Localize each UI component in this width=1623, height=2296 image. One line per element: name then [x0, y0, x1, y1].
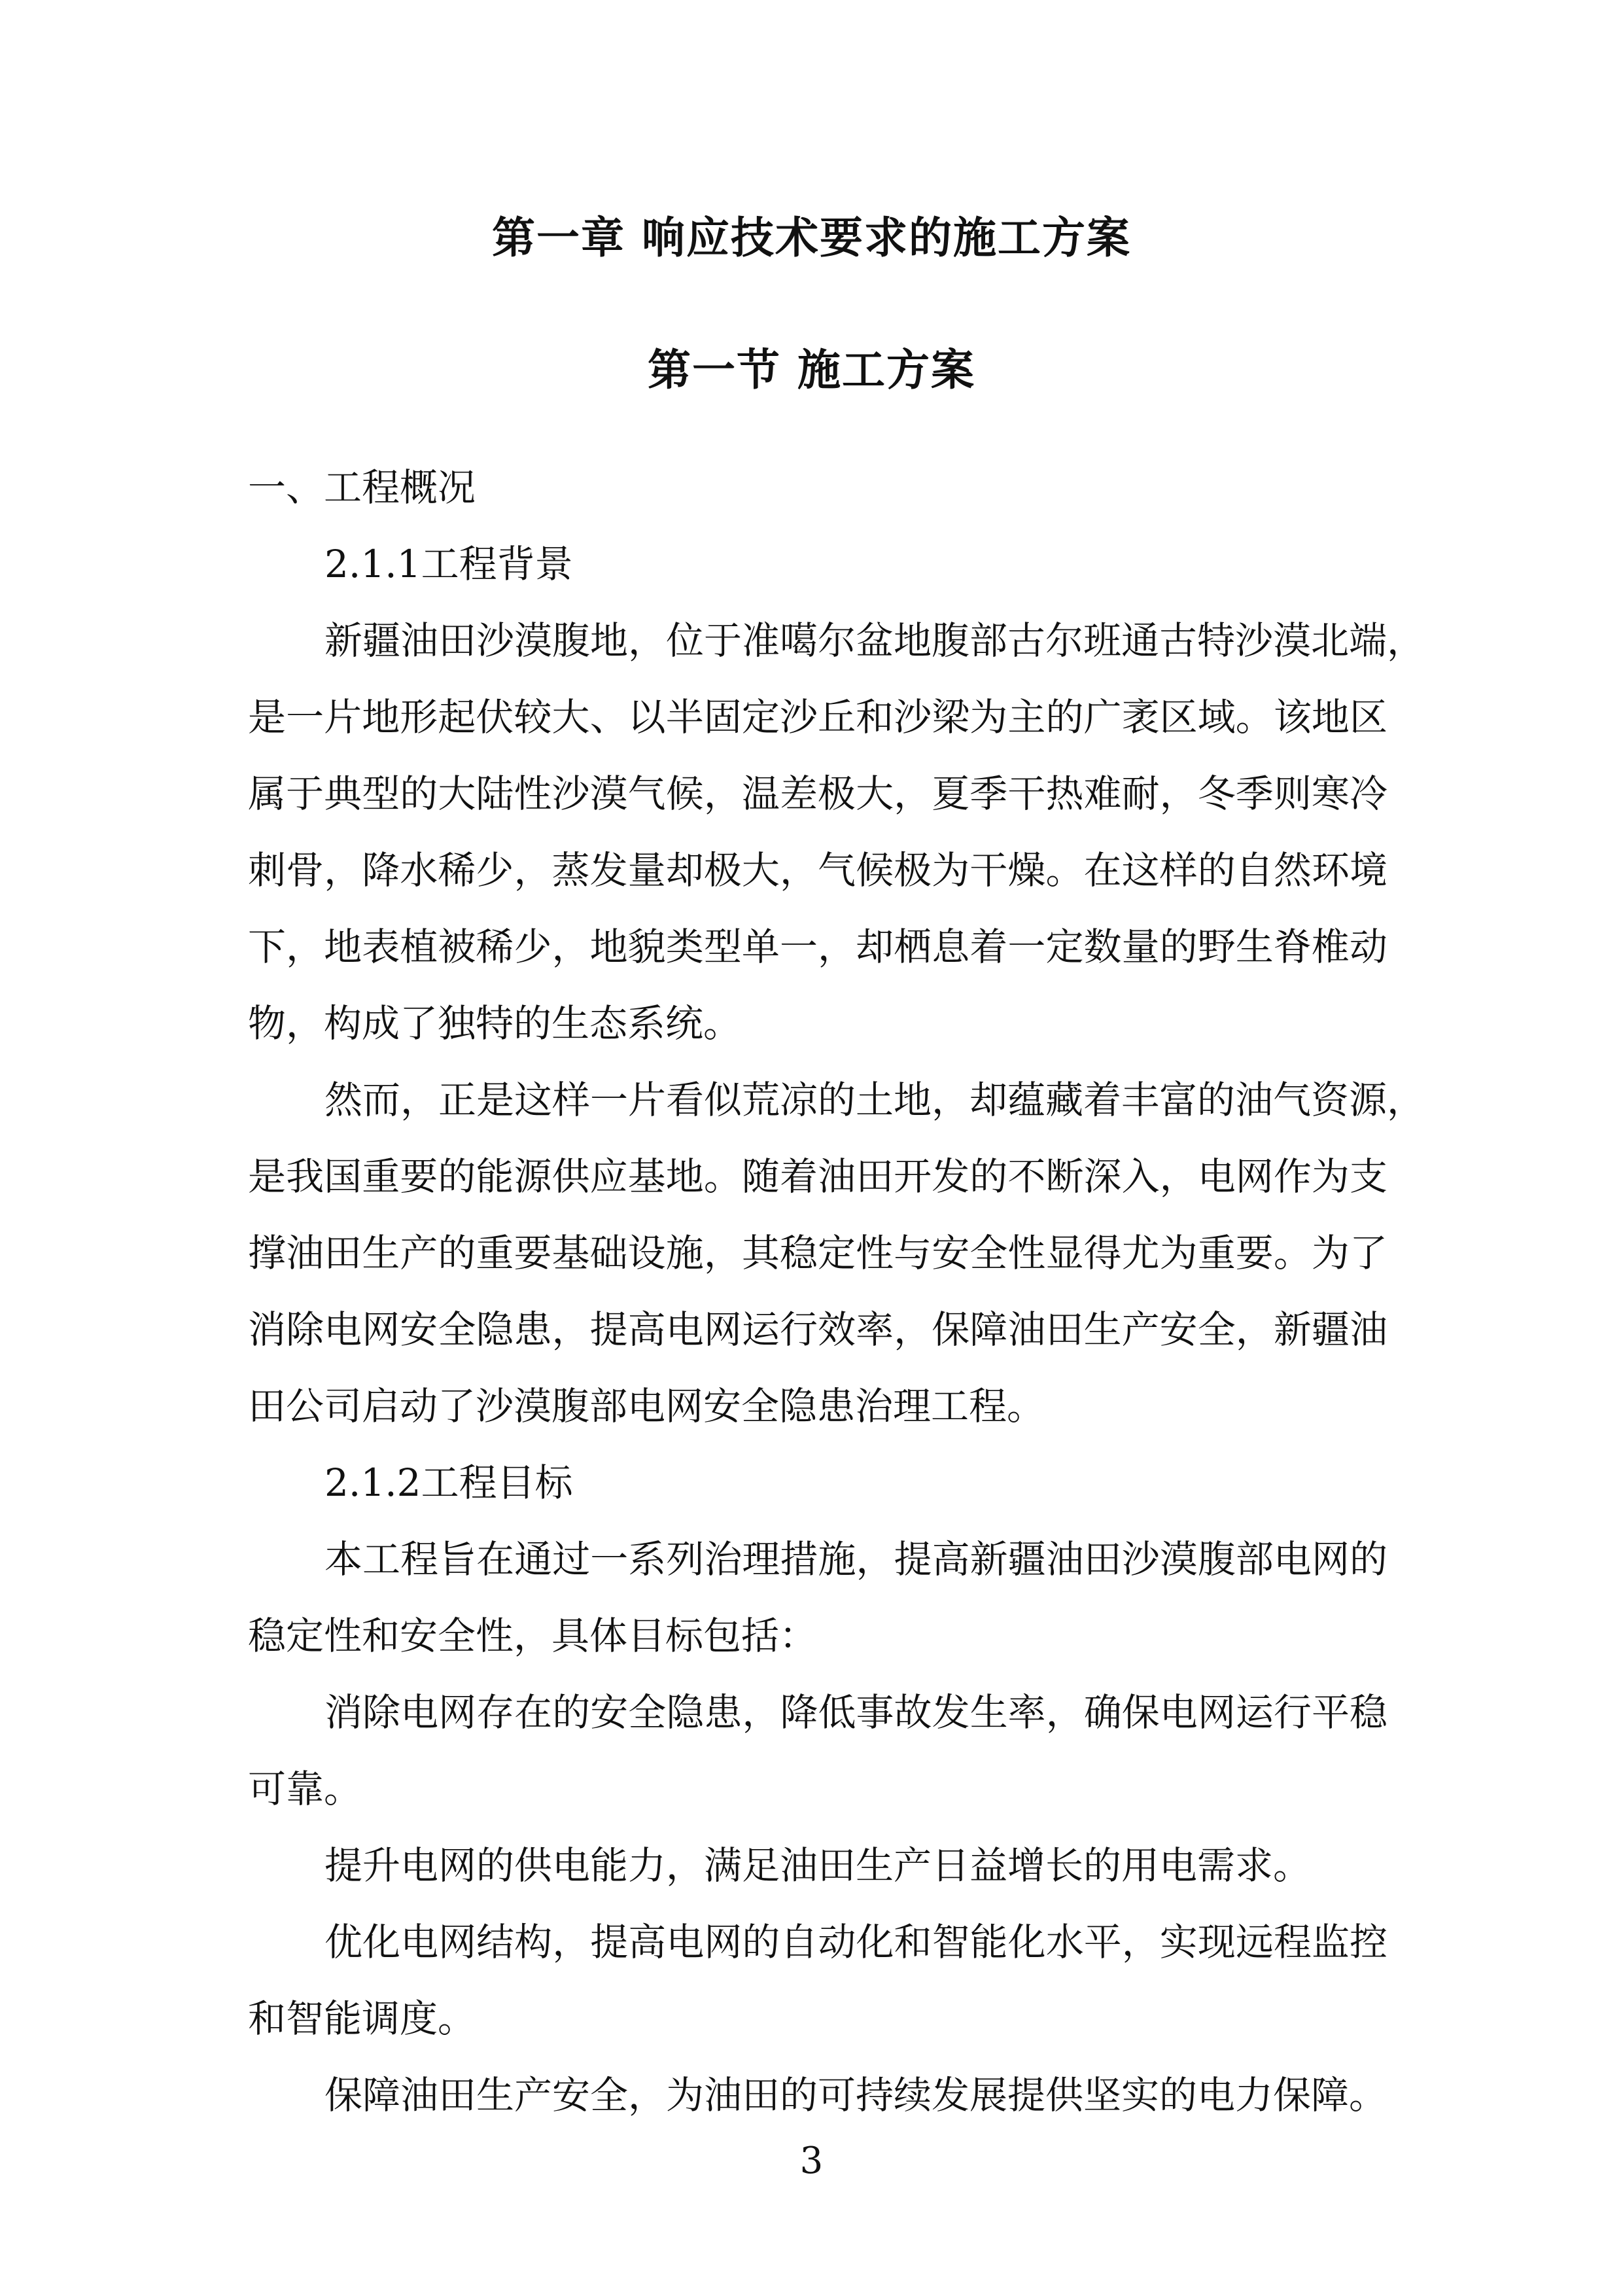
paragraph-background	[248, 614, 1425, 1074]
paragraph-objective-4	[248, 2069, 1387, 2146]
paragraph-objective-3	[248, 1916, 1387, 2069]
paragraph-line: 可靠。	[248, 1767, 362, 1811]
paragraph-line: 刺骨，降水稀少，蒸发量却极大，气候极为干燥。在这样的自然环境	[248, 848, 1387, 892]
chapter-title: 第一章 响应技术要求的施工方案	[492, 212, 1131, 263]
document-body	[248, 461, 1425, 2146]
paragraph-line: 是一片地形起伏较大、以半固定沙丘和沙梁为主的广袤区域。该地区	[248, 695, 1387, 739]
paragraph-line: 消除电网存在的安全隐患，降低事故发生率，确保电网运行平稳	[324, 1690, 1387, 1735]
paragraph-objectives-intro	[248, 1533, 1387, 1686]
paragraph-line: 保障油田生产安全，为油田的可持续发展提供坚实的电力保障。	[324, 2073, 1387, 2117]
paragraph-line: 和智能调度。	[248, 1996, 476, 2041]
paragraph-line: 新疆油田沙漠腹地，位于准噶尔盆地腹部古尔班通古特沙漠北端，	[324, 618, 1425, 663]
paragraph-resources	[248, 1074, 1425, 1457]
paragraph-line: 然而，正是这样一片看似荒凉的土地，却蕴藏着丰富的油气资源，	[324, 1078, 1425, 1122]
paragraph-line: 撑油田生产的重要基础设施，其稳定性与安全性显得尤为重要。为了	[248, 1231, 1387, 1275]
paragraph-objective-1	[248, 1686, 1387, 1839]
paragraph-line: 下，地表植被稀少，地貌类型单一，却栖息着一定数量的野生脊椎动	[248, 925, 1387, 969]
paragraph-line: 提升电网的供电能力，满足油田生产日益增长的用电需求。	[324, 1843, 1312, 1888]
heading-overview: 一、工程概况	[248, 465, 476, 510]
paragraph-line: 物，构成了独特的生态系统。	[248, 1001, 742, 1046]
subheading-background: 2.1.1工程背景	[324, 542, 573, 586]
subheading-objectives: 2.1.2工程目标	[324, 1460, 573, 1505]
paragraph-line: 消除电网安全隐患，提高电网运行效率，保障油田生产安全，新疆油	[248, 1307, 1387, 1352]
page-number: 3	[799, 2140, 824, 2182]
paragraph-objective-2	[248, 1839, 1387, 1916]
paragraph-line: 属于典型的大陆性沙漠气候，温差极大，夏季干热难耐，冬季则寒冷	[248, 771, 1387, 816]
paragraph-line: 本工程旨在通过一系列治理措施，提高新疆油田沙漠腹部电网的	[324, 1537, 1387, 1581]
paragraph-line: 稳定性和安全性，具体目标包括：	[248, 1614, 818, 1658]
section-title: 第一节 施工方案	[648, 344, 975, 395]
paragraph-line: 优化电网结构，提高电网的自动化和智能化水平，实现远程监控	[324, 1920, 1387, 1964]
paragraph-line: 田公司启动了沙漠腹部电网安全隐患治理工程。	[248, 1384, 1045, 1428]
paragraph-line: 是我国重要的能源供应基地。随着油田开发的不断深入，电网作为支	[248, 1154, 1387, 1199]
